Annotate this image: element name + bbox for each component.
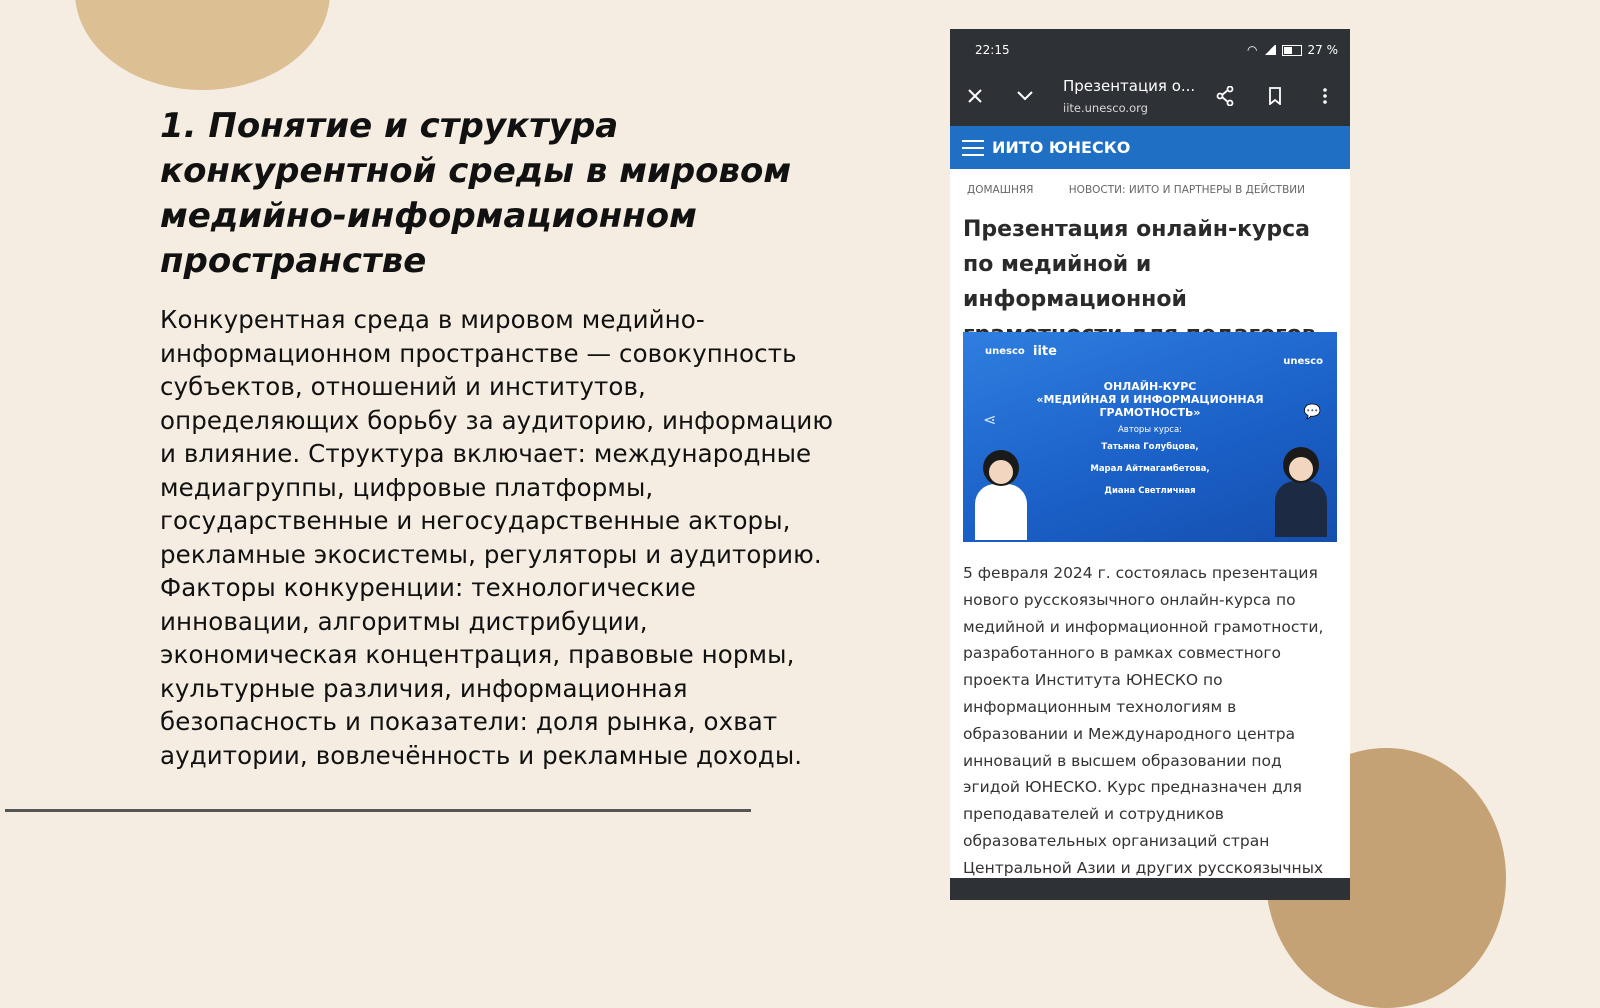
illustration-person-right: [1275, 447, 1327, 539]
status-time: 22:15: [975, 43, 1010, 57]
decorative-circle-top: [75, 0, 330, 90]
unesco-logo-left: unesco: [985, 346, 1025, 357]
course-banner-image: [963, 332, 1337, 542]
banner-course-label: ОНЛАЙН-КУРС: [1103, 380, 1197, 393]
article-headline: Презентация онлайн-курса по медийной и информационной: [963, 217, 1311, 312]
breadcrumb-news[interactable]: НОВОСТИ: ИИТО И ПАРТНЕРЫ В ДЕЙСТВИИ: [1068, 184, 1305, 196]
banner-author: Диана Светличная: [1104, 486, 1196, 496]
browser-tab-title[interactable]: Презентация о...: [1063, 77, 1196, 95]
chat-bubble-icon: 💬: [1303, 404, 1321, 420]
article-text: 5 февраля 2024 г. состоялась презентация нового русскоязычного онлайн-курса по медийной и информационной грамотности, разработанного в рамках совместного проекта Института ЮНЕСКО по информационным технологиям в образовании и Международного центра инноваций в высшем образовании под эгидой ЮНЕСКО. Курс предназначен для преподавателей и сотрудников образовательных организаций стран Центральной Азии и других русскоязычных: [963, 564, 1324, 877]
close-icon[interactable]: [960, 81, 990, 111]
phone-screenshot: [950, 29, 1350, 900]
status-bar: [950, 29, 1350, 71]
hamburger-menu-icon[interactable]: [962, 140, 984, 156]
battery-icon: [1282, 45, 1302, 56]
banner-course-name: «МЕДИЙНАЯ И ИНФОРМАЦИОННАЯ ГРАМОТНОСТЬ»: [1036, 393, 1264, 419]
iite-logo: iite: [1033, 344, 1057, 359]
breadcrumb-home[interactable]: ДОМАШНЯЯ: [967, 184, 1034, 196]
battery-percent: 27 %: [1307, 43, 1338, 57]
browser-toolbar: [950, 71, 1350, 126]
illustration-person-left: [975, 450, 1027, 542]
chevron-down-icon[interactable]: [1010, 81, 1040, 111]
more-icon[interactable]: [1310, 81, 1340, 111]
share-icon[interactable]: [1210, 81, 1240, 111]
banner-text: [1023, 380, 1277, 502]
breadcrumb: [967, 184, 1337, 196]
browser-url[interactable]: iite.unesco.org: [1063, 101, 1148, 115]
banner-authors-label: Авторы курса:: [1117, 425, 1183, 435]
banner-author: Марал Айтмагамбетова,: [1090, 464, 1210, 474]
divider-line: [5, 809, 751, 812]
slide-title: 1. Понятие и структура конкурентной среды в мировом медийно-информационном пространстве: [160, 106, 792, 281]
banner-author: Татьяна Голубцова,: [1101, 442, 1199, 452]
site-name[interactable]: ИИТО ЮНЕСКО: [992, 138, 1131, 157]
signal-icon: [1264, 45, 1276, 55]
bookmark-icon[interactable]: [1260, 81, 1290, 111]
phone-nav-bar: [950, 878, 1350, 900]
status-icons: [1247, 43, 1338, 57]
slide-body-text: Конкурентная среда в мировом медийно-информационном пространстве — совокупность субъектов, отношений и институтов, определяющих борьбу за аудиторию, информацию и влияние. Структура включает: международные медиагруппы, цифровые платформы, государственные и негосударственные акторы, рекламные экосистемы, регуляторы и аудиторию. Факторы конкуренции: технологические инновации, алгоритмы дистрибуции, экономическая концентрация, правовые нормы, культурные различия, информационная безопасность и показатели: доля рынка, охват аудитории, вовлечённость и рекламные доходы.: [160, 305, 834, 770]
share-icon: ⋖: [983, 410, 997, 429]
site-header: [950, 126, 1350, 169]
unesco-logo-right: unesco: [1283, 356, 1323, 367]
wifi-icon: ◠: [1247, 43, 1258, 57]
